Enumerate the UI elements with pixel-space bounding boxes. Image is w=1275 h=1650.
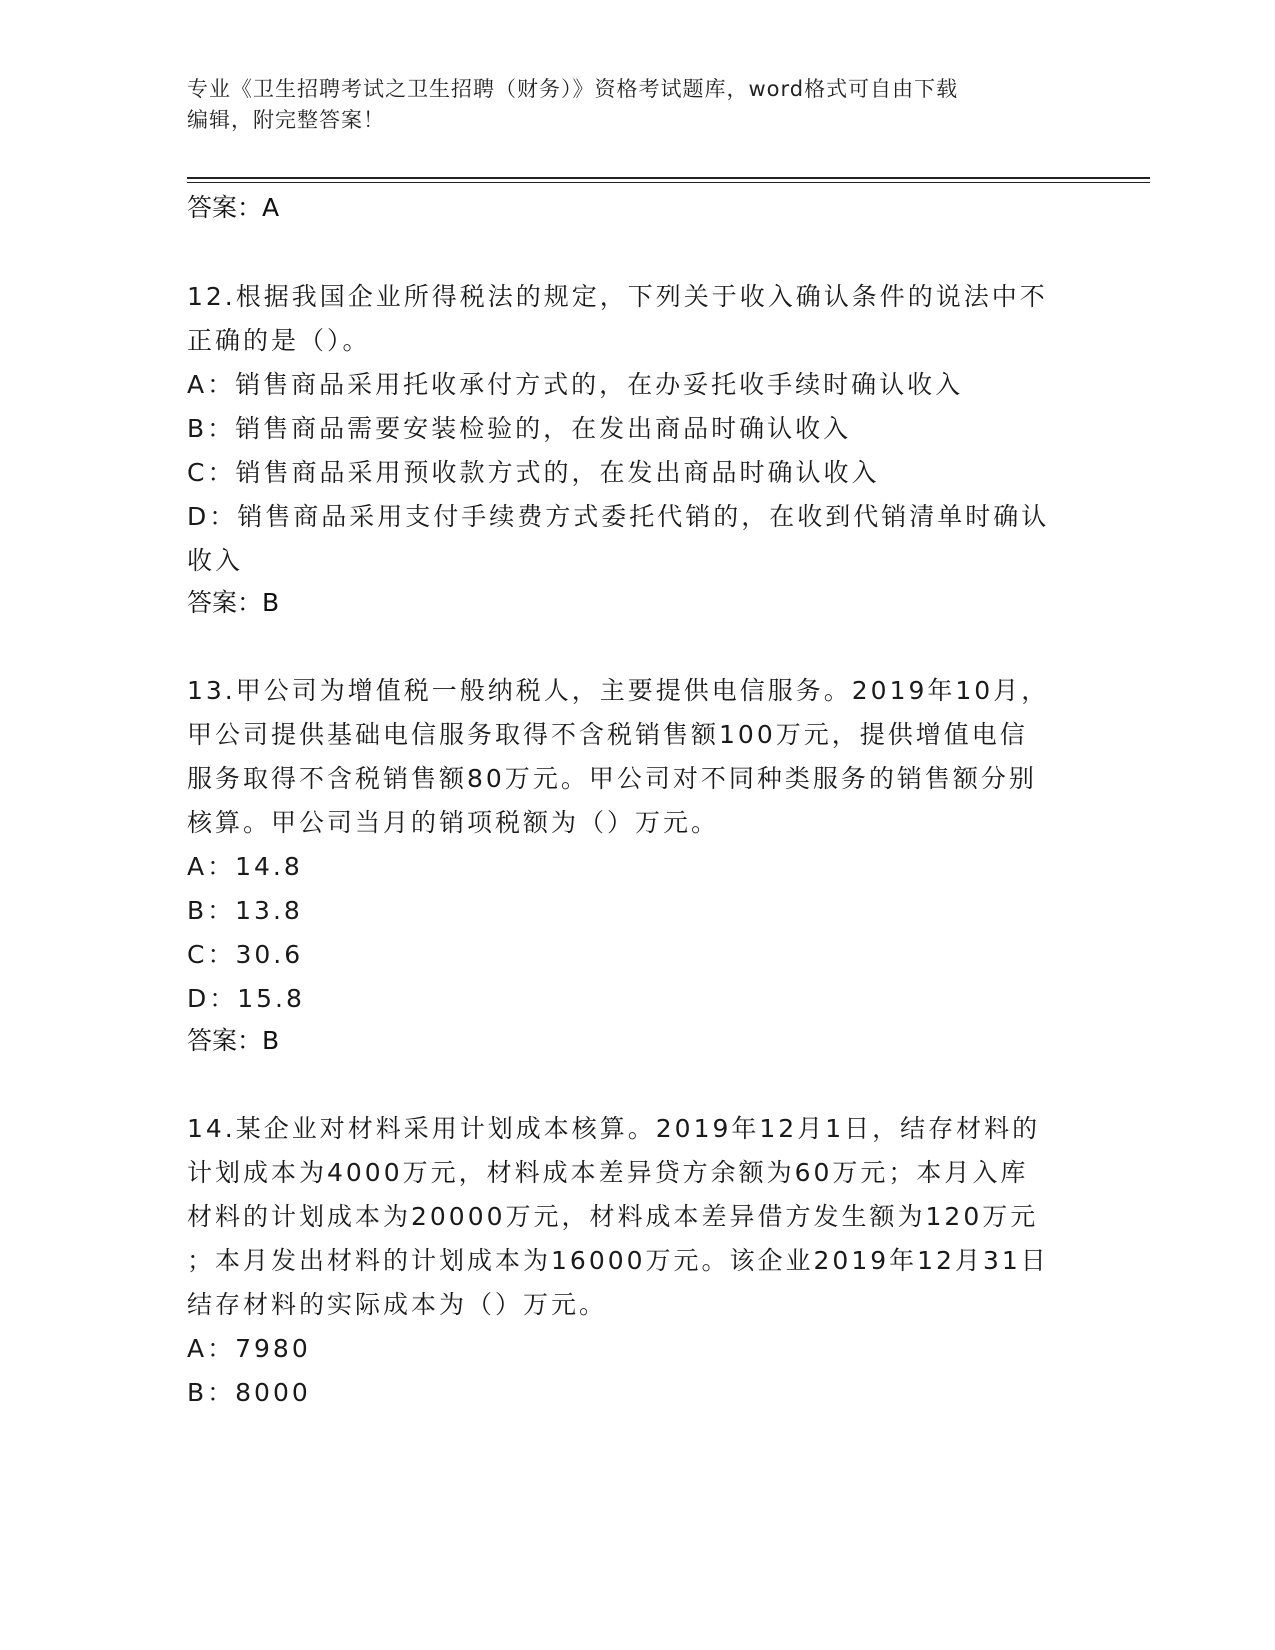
- q12-answer: 答案：B: [187, 588, 280, 617]
- q13-stem-line-1: 13.甲公司为增值税一般纳税人，主要提供电信服务。2019年10月，: [187, 676, 1050, 705]
- page-header: [187, 74, 1067, 136]
- q13-option-d: D：15.8: [187, 984, 305, 1013]
- q14-stem-line-4: ；本月发出材料的计划成本为16000万元。该企业2019年12月31日: [187, 1246, 1049, 1275]
- header-rule-thick: [187, 177, 1150, 179]
- q13-option-b: B：13.8: [187, 896, 303, 925]
- q12-option-d-cont: 收入: [187, 546, 244, 575]
- q14-option-b: B：8000: [187, 1378, 311, 1407]
- q12-stem-line-2: 正确的是（）。: [187, 326, 371, 355]
- q13-stem-line-4: 核算。甲公司当月的销项税额为（）万元。: [187, 808, 720, 837]
- q12-option-d: D：销售商品采用支付手续费方式委托代销的，在收到代销清单时确认: [187, 502, 1050, 531]
- q13-option-a: A：14.8: [187, 852, 303, 881]
- answer-previous: 答案：A: [187, 193, 280, 222]
- q14-option-a: A：7980: [187, 1334, 311, 1363]
- q13-stem-line-3: 服务取得不含税销售额80万元。甲公司对不同种类服务的销售额分别: [187, 764, 1037, 793]
- q14-stem-line-1: 14.某企业对材料采用计划成本核算。2019年12月1日，结存材料的: [187, 1114, 1041, 1143]
- header-line-2: 编辑，附完整答案！: [187, 108, 385, 132]
- q14-stem-line-2: 计划成本为4000万元，材料成本差异贷方余额为60万元；本月入库: [187, 1158, 1029, 1187]
- q13-option-c: C：30.6: [187, 940, 304, 969]
- q12-option-a: A：销售商品采用托收承付方式的，在办妥托收手续时确认收入: [187, 370, 964, 399]
- header-line-1: 专业《卫生招聘考试之卫生招聘（财务）》资格考试题库，word格式可自由下载: [187, 77, 959, 101]
- q12-option-c: C：销售商品采用预收款方式的，在发出商品时确认收入: [187, 458, 880, 487]
- q14-stem-line-5: 结存材料的实际成本为（）万元。: [187, 1290, 608, 1319]
- q12-stem-line-1: 12.根据我国企业所得税法的规定，下列关于收入确认条件的说法中不: [187, 282, 1048, 311]
- q12-option-b: B：销售商品需要安装检验的，在发出商品时确认收入: [187, 414, 852, 443]
- q13-answer: 答案：B: [187, 1026, 280, 1055]
- q13-stem-line-2: 甲公司提供基础电信服务取得不含税销售额100万元，提供增值电信: [187, 720, 1028, 749]
- header-rule-thin: [187, 182, 1150, 183]
- q14-stem-line-3: 材料的计划成本为20000万元，材料成本差异借方发生额为120万元: [187, 1202, 1039, 1231]
